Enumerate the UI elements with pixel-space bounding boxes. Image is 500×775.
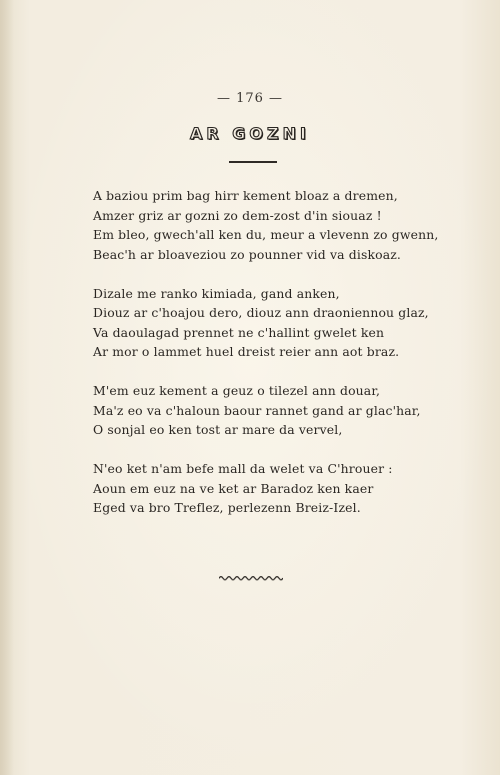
stanza-2 (93, 284, 473, 362)
poem-line: Diouz ar c'hoajou dero, diouz ann draoniennou glaz, (93, 305, 429, 320)
poem-line: O sonjal eo ken tost ar mare da vervel, (93, 422, 343, 437)
poem-line: Amzer griz ar gozni zo dem-zost d'in siouaz ! (93, 207, 382, 223)
poem-line: Va daoulagad prennet ne c'hallint gwelet ken (93, 324, 385, 340)
stanza-4 (93, 459, 473, 518)
stanza-3 (93, 381, 473, 440)
title-underline-rule (229, 161, 277, 163)
poem-body (93, 186, 473, 518)
poem-line: A baziou prim bag hirr kement bloaz a dremen, (93, 188, 398, 203)
poem-line: Ma'z eo va c'haloun baour rannet gand ar glac'har, (93, 402, 421, 418)
poem-line: Dizale me ranko kimiada, gand anken, (93, 285, 340, 301)
poem-line: Eged va bro Treflez, perlezenn Breiz-Izel. (93, 500, 361, 515)
poem-line: Beac'h ar bloaveziou zo pounner vid va diskoaz. (93, 246, 402, 262)
stanza-1 (93, 186, 473, 264)
poem-title: AR GOZNI (190, 124, 310, 143)
wavy-line-ornament-icon (219, 574, 283, 582)
page-number: — 176 — (216, 91, 284, 106)
poem-line: Aoun em euz na ve ket ar Baradoz ken kaer (93, 480, 374, 496)
poem-line: Em bleo, gwech'all ken du, meur a vlevenn zo gwenn, (93, 227, 439, 242)
poem-line: M'em euz kement a geuz o tilezel ann douar, (93, 383, 381, 398)
poem-line: N'eo ket n'am befe mall da welet va C'hrouer : (93, 461, 393, 476)
page-gutter-shadow (0, 0, 14, 775)
poem-line: Ar mor o lammet huel dreist reier ann aot braz. (93, 344, 400, 359)
